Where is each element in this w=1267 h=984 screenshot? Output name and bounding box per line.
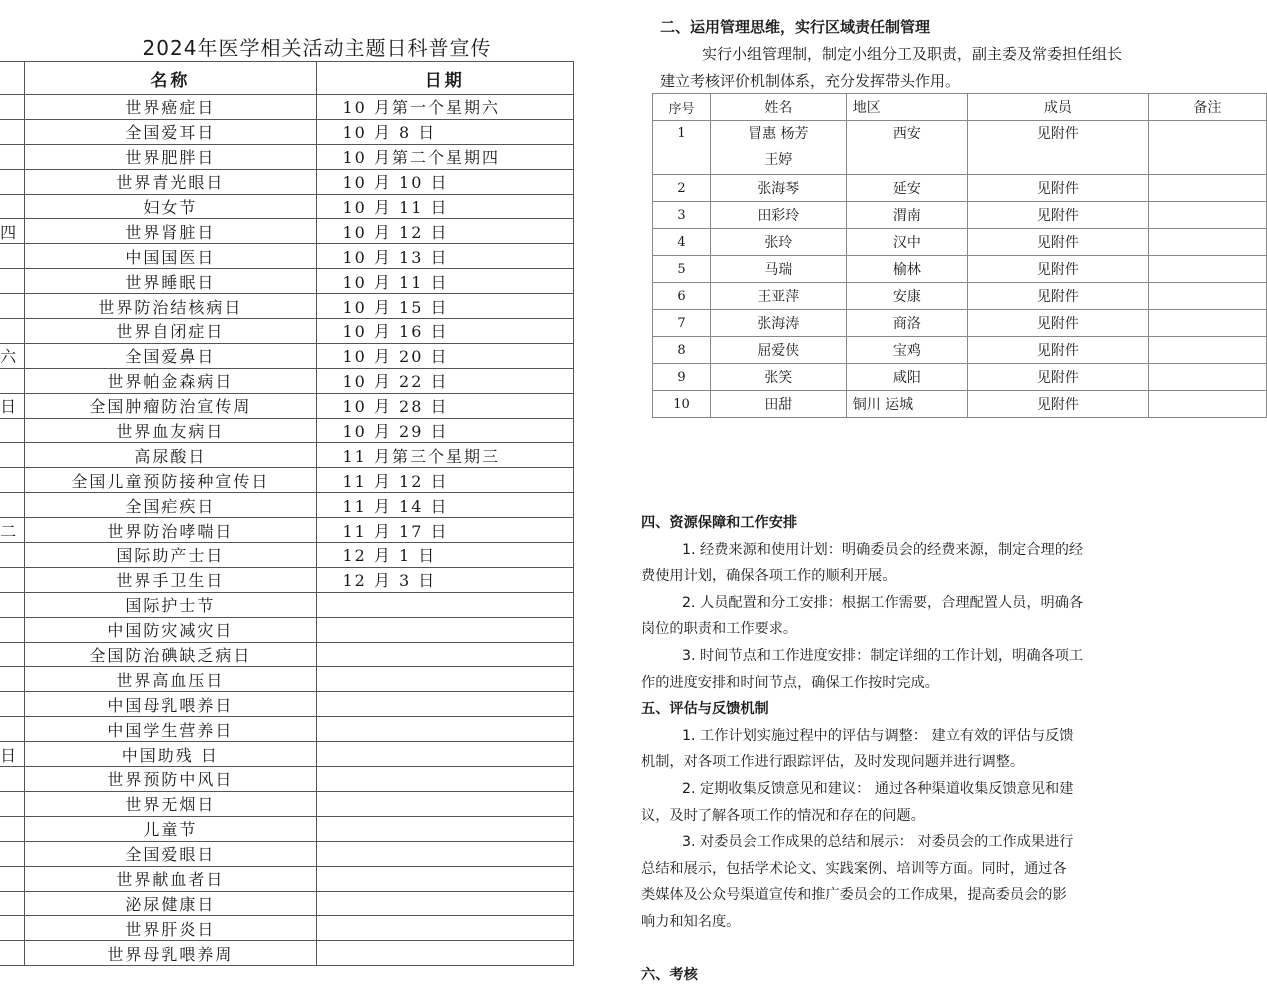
cell-weekday xyxy=(0,791,25,816)
cell-date: 10 月 10 日 xyxy=(316,169,574,194)
cell-weekday: 日 xyxy=(0,742,25,767)
cell-member: 见附件 xyxy=(968,229,1149,256)
cell-area: 渭南 xyxy=(846,202,967,229)
cell-weekday xyxy=(0,667,25,692)
cell-date: 10 月 11 日 xyxy=(316,194,574,219)
cell-name: 张玲 xyxy=(710,229,846,256)
paragraph-line: 类媒体及公众号渠道宣传和推广委员会的工作成果，提高委员会的影 xyxy=(641,887,1067,904)
cell-date xyxy=(316,642,574,667)
cell-weekday xyxy=(0,493,25,518)
cell-date: 11 月 17 日 xyxy=(316,518,574,543)
paragraph-line: 2. 人员配置和分工安排：根据工作需要，合理配置人员，明确各 xyxy=(682,594,1084,611)
cell-weekday xyxy=(0,617,25,642)
cell-member xyxy=(968,121,1149,175)
cell-weekday xyxy=(0,95,25,120)
cell-note xyxy=(1148,337,1266,364)
cell-weekday xyxy=(0,468,25,493)
cell-date xyxy=(316,717,574,742)
table-row xyxy=(0,567,574,592)
calendar-header-row xyxy=(0,62,574,95)
cell-date: 10 月 8 日 xyxy=(316,119,574,144)
cell-note xyxy=(1148,391,1266,418)
cell-date: 10 月第二个星期四 xyxy=(316,144,574,169)
cell-name: 泌尿健康日 xyxy=(25,891,316,916)
table-row xyxy=(0,543,574,568)
cell-no: 6 xyxy=(653,283,711,310)
cell-weekday xyxy=(0,144,25,169)
cell-name: 全国爱眼日 xyxy=(25,841,316,866)
cell-text: 西安 xyxy=(892,126,921,142)
header-area: 地区 xyxy=(846,94,967,121)
table-row xyxy=(0,144,574,169)
paragraph-line: 3. 对委员会工作成果的总结和展示： 对委员会的工作成果进行 xyxy=(682,834,1074,851)
table-row xyxy=(0,816,574,841)
cell-name: 世界自闭症日 xyxy=(25,319,316,344)
cell-date: 10 月 13 日 xyxy=(316,244,574,269)
cell-date: 10 月 22 日 xyxy=(316,368,574,393)
cell-weekday xyxy=(0,567,25,592)
cell-name: 世界手卫生日 xyxy=(25,567,316,592)
cell-member: 见附件 xyxy=(968,391,1149,418)
section-heading: 五、评估与反馈机制 xyxy=(641,701,769,718)
cell-weekday xyxy=(0,368,25,393)
cell-name: 国际助产士日 xyxy=(25,543,316,568)
cell-member: 见附件 xyxy=(968,256,1149,283)
cell-date: 10 月 15 日 xyxy=(316,294,574,319)
table-row xyxy=(653,310,1267,337)
cell-date: 11 月第三个星期三 xyxy=(316,443,574,468)
cell-name xyxy=(710,121,846,175)
cell-name: 世界肾脏日 xyxy=(25,219,316,244)
table-row xyxy=(0,443,574,468)
table-row xyxy=(653,121,1267,175)
cell-name: 世界防治哮喘日 xyxy=(25,518,316,543)
cell-date xyxy=(316,841,574,866)
cell-date xyxy=(316,891,574,916)
calendar-header-date: 日期 xyxy=(316,62,574,95)
table-row xyxy=(0,493,574,518)
cell-weekday xyxy=(0,941,25,966)
group-header-row xyxy=(653,94,1267,121)
text-section xyxy=(634,485,1267,984)
table-row xyxy=(0,418,574,443)
cell-no xyxy=(653,121,711,175)
cell-member: 见附件 xyxy=(968,175,1149,202)
table-row xyxy=(0,518,574,543)
cell-member: 见附件 xyxy=(968,283,1149,310)
paragraph-line: 机制，对各项工作进行跟踪评估，及时发现问题并进行调整。 xyxy=(641,754,1025,771)
table-row xyxy=(653,391,1267,418)
cell-weekday xyxy=(0,816,25,841)
cell-weekday xyxy=(0,194,25,219)
table-row xyxy=(0,692,574,717)
table-row xyxy=(0,319,574,344)
cell-name: 儿童节 xyxy=(25,816,316,841)
cell-date: 10 月 28 日 xyxy=(316,393,574,418)
table-row xyxy=(0,468,574,493)
cell-name: 世界献血者日 xyxy=(25,866,316,891)
cell-weekday xyxy=(0,443,25,468)
cell-weekday xyxy=(0,717,25,742)
table-row xyxy=(0,393,574,418)
cell-weekday xyxy=(0,767,25,792)
cell-note xyxy=(1148,364,1266,391)
table-row xyxy=(0,169,574,194)
cell-date: 10 月 29 日 xyxy=(316,418,574,443)
cell-name: 田甜 xyxy=(710,391,846,418)
cell-name: 世界肥胖日 xyxy=(25,144,316,169)
paragraph-line: 3. 时间节点和工作进度安排：制定详细的工作计划，明确各项工 xyxy=(682,648,1084,664)
paragraph-line: 响力和知名度。 xyxy=(641,914,741,930)
cell-member: 见附件 xyxy=(968,310,1149,337)
cell-name: 马瑞 xyxy=(710,256,846,283)
cell-date xyxy=(316,866,574,891)
cell-no: 3 xyxy=(653,202,711,229)
cell-no: 7 xyxy=(653,310,711,337)
cell-weekday xyxy=(0,841,25,866)
cell-weekday xyxy=(0,642,25,667)
table-row xyxy=(653,364,1267,391)
calendar-table xyxy=(0,61,574,966)
table-row xyxy=(653,337,1267,364)
header-no: 序号 xyxy=(653,94,711,121)
cell-date: 11 月 14 日 xyxy=(316,493,574,518)
table-row xyxy=(0,219,574,244)
cell-name: 屈爱侠 xyxy=(710,337,846,364)
table-row xyxy=(0,592,574,617)
paragraph-line: 1. 工作计划实施过程中的评估与调整： 建立有效的评估与反馈 xyxy=(682,727,1074,744)
cell-name: 世界无烟日 xyxy=(25,791,316,816)
cell-note xyxy=(1148,256,1266,283)
cell-date xyxy=(316,592,574,617)
cell-name: 世界预防中风日 xyxy=(25,767,316,792)
table-row xyxy=(0,841,574,866)
table-row xyxy=(0,791,574,816)
cell-no: 10 xyxy=(653,391,711,418)
header-note: 备注 xyxy=(1148,94,1266,121)
paragraph-line: 总结和展示，包括学术论文、实践案例、培训等方面。同时，通过各 xyxy=(641,860,1067,877)
cell-name: 世界高血压日 xyxy=(25,667,316,692)
cell-date: 11 月 12 日 xyxy=(316,468,574,493)
cell-name: 王亚萍 xyxy=(710,283,846,310)
paragraph-line: 费使用计划，确保各项工作的顺利开展。 xyxy=(641,568,897,585)
table-row xyxy=(0,269,574,294)
table-row xyxy=(0,916,574,941)
cell-name: 张笑 xyxy=(710,364,846,391)
cell-date: 10 月 16 日 xyxy=(316,319,574,344)
cell-date xyxy=(316,617,574,642)
table-row xyxy=(0,294,574,319)
left-panel xyxy=(0,0,634,970)
cell-note xyxy=(1148,310,1266,337)
header-name: 姓名 xyxy=(710,94,846,121)
cell-name: 全国肿瘤防治宣传周 xyxy=(25,393,316,418)
cell-name: 张海琴 xyxy=(710,175,846,202)
cell-no: 2 xyxy=(653,175,711,202)
cell-date xyxy=(316,667,574,692)
cell-name: 世界肝炎日 xyxy=(25,916,316,941)
cell-weekday: 六 xyxy=(0,343,25,368)
cell-area: 安康 xyxy=(846,283,967,310)
cell-no: 9 xyxy=(653,364,711,391)
cell-name: 高尿酸日 xyxy=(25,443,316,468)
paragraph-line: 实行小组管理制，制定小组分工及职责，副主委及常委担任组长 xyxy=(702,45,1123,63)
calendar-header-name: 名称 xyxy=(25,62,316,95)
table-row xyxy=(0,667,574,692)
cell-area: 商洛 xyxy=(846,310,967,337)
paragraph-line: 2. 定期收集反馈意见和建议： 通过各种渠道收集反馈意见和建 xyxy=(682,781,1074,797)
cell-name: 妇女节 xyxy=(25,194,316,219)
table-row xyxy=(0,95,574,120)
table-row xyxy=(0,617,574,642)
cell-area xyxy=(846,121,967,175)
table-row xyxy=(653,202,1267,229)
cell-name: 中国防灾减灾日 xyxy=(25,617,316,642)
cell-text: 1 xyxy=(677,126,686,141)
cell-weekday: 日 xyxy=(0,393,25,418)
cell-date xyxy=(316,692,574,717)
section-heading: 二、运用管理思维，实行区域责任制管理 xyxy=(660,18,931,36)
table-row xyxy=(653,175,1267,202)
cell-area: 汉中 xyxy=(846,229,967,256)
group-table xyxy=(652,93,1267,418)
cell-text: 冒惠 杨芳 xyxy=(748,126,809,142)
cell-date xyxy=(316,742,574,767)
cell-weekday xyxy=(0,269,25,294)
group-section xyxy=(640,0,1267,470)
table-row xyxy=(0,742,574,767)
table-row xyxy=(653,283,1267,310)
cell-weekday xyxy=(0,543,25,568)
cell-name: 全国爱鼻日 xyxy=(25,343,316,368)
cell-name: 全国儿童预防接种宣传日 xyxy=(25,468,316,493)
cell-area: 铜川 运城 xyxy=(846,391,967,418)
table-row xyxy=(0,119,574,144)
cell-date xyxy=(316,941,574,966)
table-row xyxy=(0,244,574,269)
cell-name: 世界防治结核病日 xyxy=(25,294,316,319)
cell-area: 宝鸡 xyxy=(846,337,967,364)
section-heading: 四、资源保障和工作安排 xyxy=(641,515,798,531)
cell-date xyxy=(316,791,574,816)
table-row xyxy=(0,941,574,966)
table-row xyxy=(0,368,574,393)
paragraph-line: 作的进度安排和时间节点，确保工作按时完成。 xyxy=(641,674,939,691)
paragraph-line: 岗位的职责和工作要求。 xyxy=(641,621,798,638)
cell-member: 见附件 xyxy=(968,337,1149,364)
table-row xyxy=(0,717,574,742)
cell-name: 世界帕金森病日 xyxy=(25,368,316,393)
cell-date xyxy=(316,916,574,941)
section-heading: 六、考核 xyxy=(641,967,698,984)
paragraph-line: 建立考核评价机制体系，充分发挥带头作用。 xyxy=(660,72,961,90)
cell-no: 4 xyxy=(653,229,711,256)
cell-name: 国际护士节 xyxy=(25,592,316,617)
paragraph-line: 1. 经费来源和使用计划：明确委员会的经费来源，制定合理的经 xyxy=(682,541,1084,558)
cell-weekday: 二 xyxy=(0,518,25,543)
cell-date xyxy=(316,816,574,841)
cell-date: 10 月 20 日 xyxy=(316,343,574,368)
cell-name: 世界母乳喂养周 xyxy=(25,941,316,966)
cell-name: 全国防治碘缺乏病日 xyxy=(25,642,316,667)
cell-weekday: 四 xyxy=(0,219,25,244)
cell-no: 5 xyxy=(653,256,711,283)
cell-weekday xyxy=(0,119,25,144)
header-member: 成员 xyxy=(968,94,1149,121)
table-row xyxy=(0,194,574,219)
cell-no: 8 xyxy=(653,337,711,364)
cell-weekday xyxy=(0,916,25,941)
cell-date: 10 月 11 日 xyxy=(316,269,574,294)
cell-text: 王婷 xyxy=(764,152,793,168)
cell-name: 张海涛 xyxy=(710,310,846,337)
cell-text: 见附件 xyxy=(1036,126,1079,142)
cell-name: 田彩玲 xyxy=(710,202,846,229)
cell-area: 延安 xyxy=(846,175,967,202)
cell-date: 12 月 3 日 xyxy=(316,567,574,592)
table-row xyxy=(0,866,574,891)
cell-weekday xyxy=(0,891,25,916)
cell-member: 见附件 xyxy=(968,364,1149,391)
cell-note xyxy=(1148,283,1266,310)
cell-note xyxy=(1148,121,1266,175)
cell-name: 世界青光眼日 xyxy=(25,169,316,194)
calendar-title: 2024年医学相关活动主题日科普宣传 xyxy=(142,36,492,60)
cell-name: 中国国医日 xyxy=(25,244,316,269)
cell-date: 12 月 1 日 xyxy=(316,543,574,568)
cell-weekday xyxy=(0,244,25,269)
cell-weekday xyxy=(0,294,25,319)
cell-note xyxy=(1148,202,1266,229)
table-row xyxy=(653,256,1267,283)
cell-name: 全国爱耳日 xyxy=(25,119,316,144)
paragraph-line: 议，及时了解各项工作的情况和存在的问题。 xyxy=(641,807,925,824)
cell-weekday xyxy=(0,692,25,717)
cell-weekday xyxy=(0,592,25,617)
cell-date: 10 月第一个星期六 xyxy=(316,95,574,120)
cell-note xyxy=(1148,229,1266,256)
cell-member: 见附件 xyxy=(968,202,1149,229)
cell-name: 世界睡眠日 xyxy=(25,269,316,294)
cell-area: 咸阳 xyxy=(846,364,967,391)
table-row xyxy=(0,891,574,916)
table-row xyxy=(0,767,574,792)
cell-weekday xyxy=(0,319,25,344)
cell-weekday xyxy=(0,418,25,443)
cell-name: 世界癌症日 xyxy=(25,95,316,120)
cell-weekday xyxy=(0,169,25,194)
cell-date: 10 月 12 日 xyxy=(316,219,574,244)
cell-name: 中国母乳喂养日 xyxy=(25,692,316,717)
cell-date xyxy=(316,767,574,792)
cell-name: 世界血友病日 xyxy=(25,418,316,443)
table-row xyxy=(653,229,1267,256)
calendar-header-col0 xyxy=(0,62,25,95)
cell-area: 榆林 xyxy=(846,256,967,283)
cell-name: 中国学生营养日 xyxy=(25,717,316,742)
cell-name: 中国助残 日 xyxy=(25,742,316,767)
table-row xyxy=(0,642,574,667)
cell-note xyxy=(1148,175,1266,202)
cell-name: 全国疟疾日 xyxy=(25,493,316,518)
table-row xyxy=(0,343,574,368)
cell-weekday xyxy=(0,866,25,891)
